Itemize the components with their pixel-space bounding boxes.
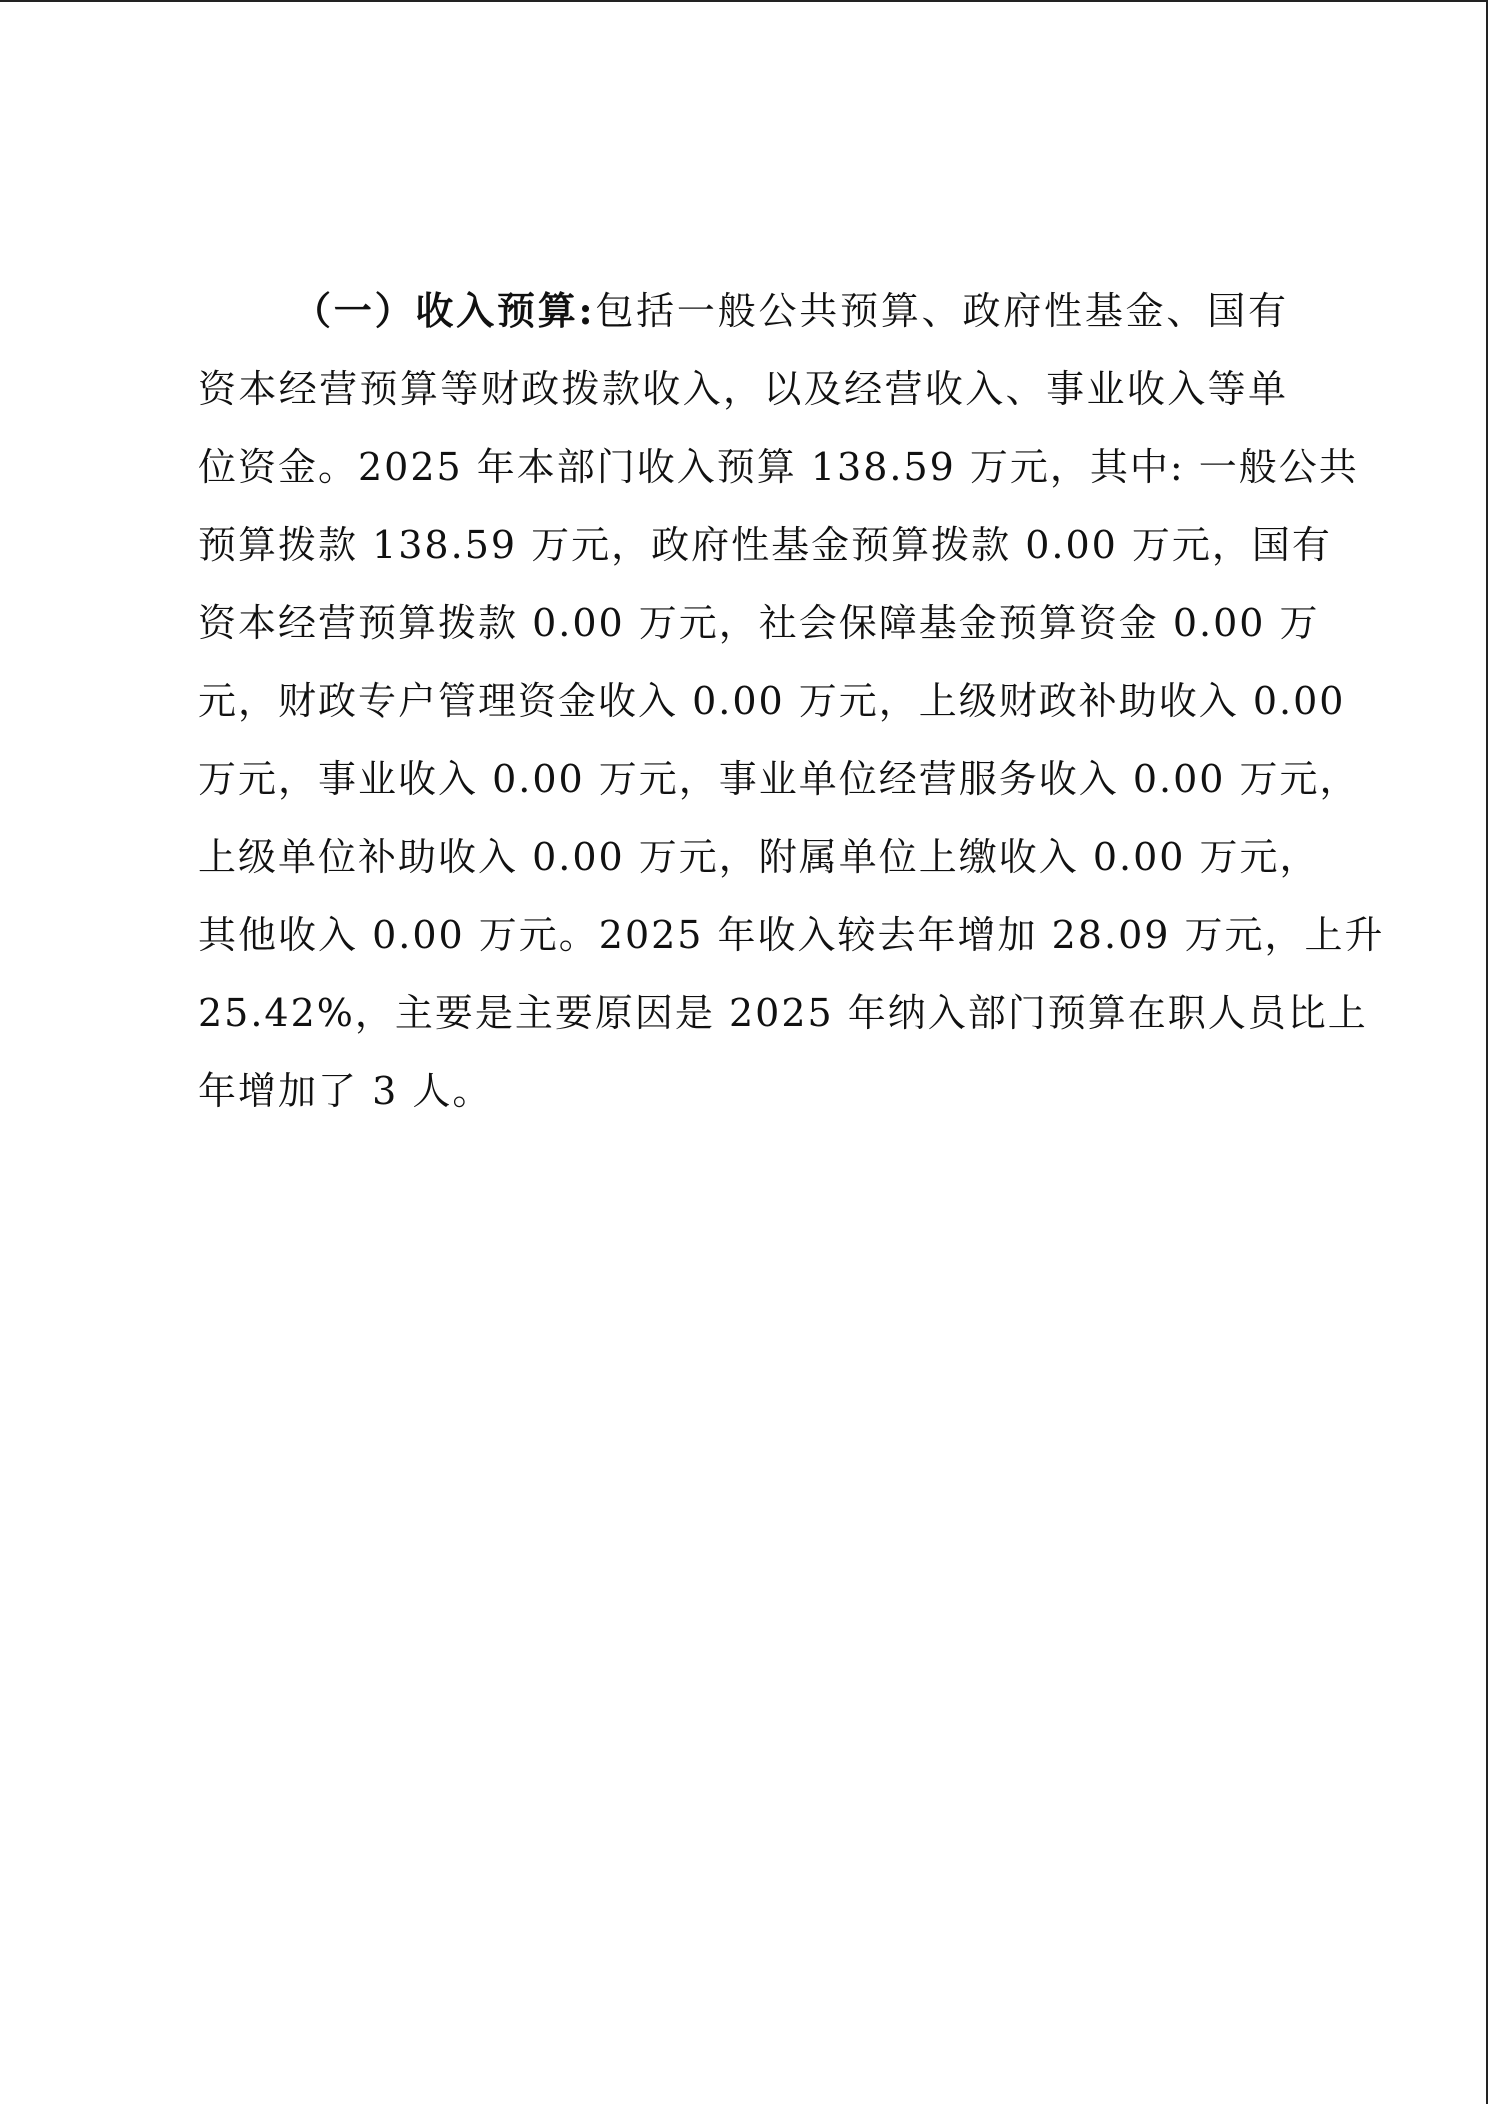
paragraph-line-10: 25.42%，主要是主要原因是 2025 年纳入部门预算在职人员比上: [198, 991, 1368, 1035]
paragraph-line-11: 年增加了 3 人。: [198, 1069, 493, 1113]
paragraph-line-9: 其他收入 0.00 万元。2025 年收入较去年增加 28.09 万元，上升: [198, 913, 1385, 957]
paragraph-line-6: 元，财政专户管理资金收入 0.00 万元，上级财政补助收入 0.00: [198, 679, 1346, 723]
section-heading: （一）收入预算:: [293, 288, 595, 333]
paragraph-line-1: [198, 272, 1288, 350]
paragraph-line-7: 万元，事业收入 0.00 万元，事业单位经营服务收入 0.00 万元，: [198, 757, 1360, 801]
page-top-border: [0, 0, 1488, 2]
paragraph-line-4: 预算拨款 138.59 万元，政府性基金预算拨款 0.00 万元，国有: [198, 523, 1332, 567]
paragraph-line-3: 位资金。2025 年本部门收入预算 138.59 万元，其中: 一般公共: [198, 445, 1359, 489]
income-budget-paragraph: [198, 272, 1385, 1130]
paragraph-line-2: 资本经营预算等财政拨款收入，以及经营收入、事业收入等单: [198, 367, 1288, 411]
paragraph-line-5: 资本经营预算拨款 0.00 万元，社会保障基金预算资金 0.00 万: [198, 601, 1320, 645]
line-text: 包括一般公共预算、政府性基金、国有: [594, 289, 1288, 333]
paragraph-line-8: 上级单位补助收入 0.00 万元，附属单位上缴收入 0.00 万元，: [198, 835, 1320, 879]
